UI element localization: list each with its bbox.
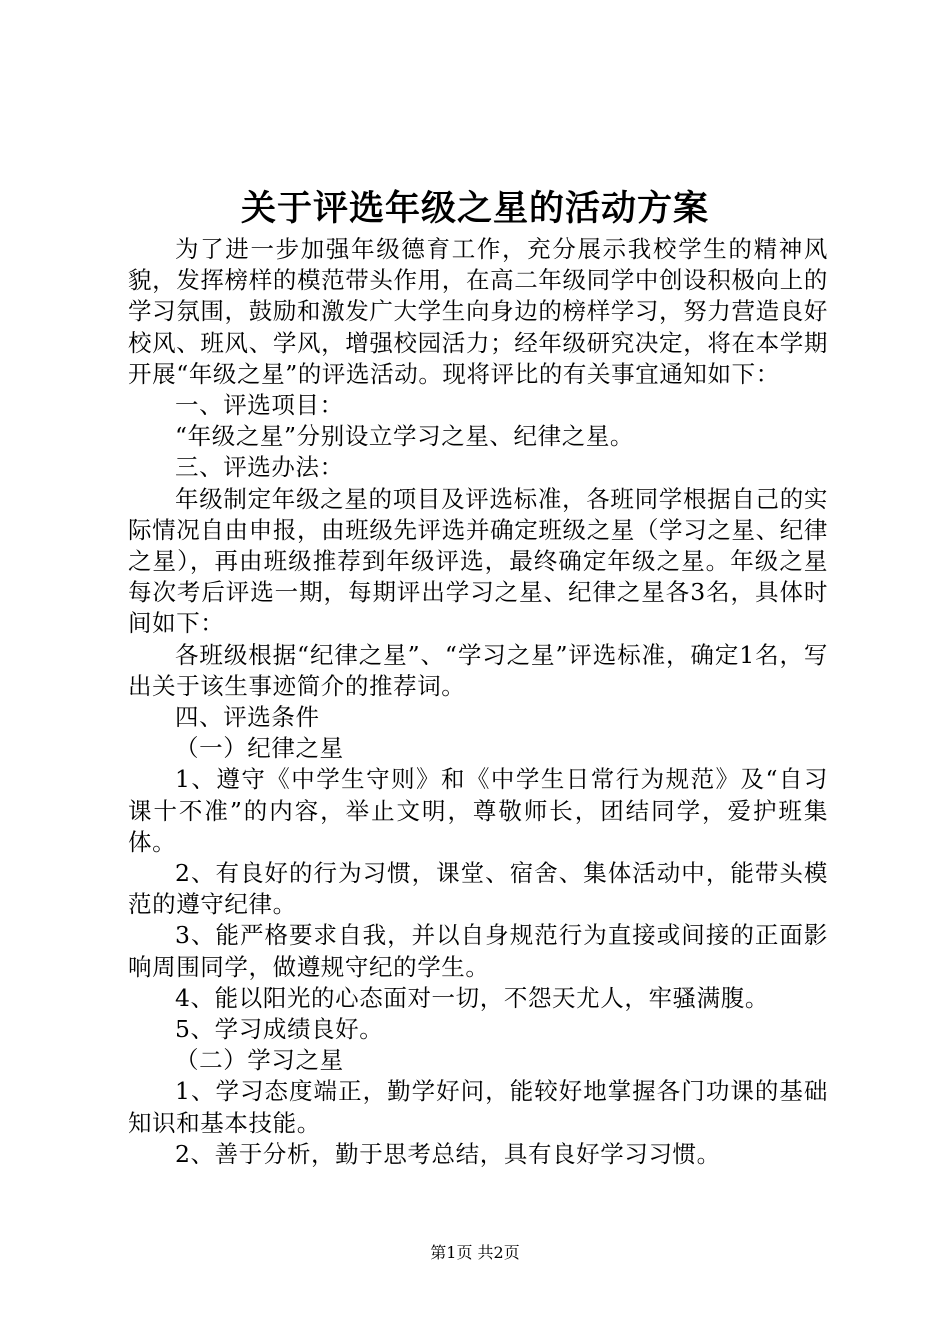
discipline-item-5: 5、学习成绩良好。: [175, 1015, 384, 1044]
section-heading-items: 一、评选项目：: [175, 391, 344, 420]
page-number-footer: 第1页 共2页: [430, 1243, 520, 1262]
intro-paragraph: 为了进一步加强年级德育工作，充分展示我校学生的精神风貌，发挥榜样的模范带头作用，在高二年级同学中创设积极向上的学习氛围，鼓励和激发广大学生向身边的榜样学习，努力营造良好校风、班风、学风，增强校园活力；经年级研究决定，将在本学期开展“年级之星”的评选活动。现将评比的有关事宜通知如下：: [128, 235, 828, 388]
subheading-study-star: （二）学习之星: [175, 1046, 344, 1075]
paragraph-items: “年级之星”分别设立学习之星、纪律之星。: [175, 422, 635, 451]
discipline-item-2: 2、有良好的行为习惯，课堂、宿舍、集体活动中，能带头模范的遵守纪律。: [128, 859, 828, 919]
section-heading-conditions: 四、评选条件: [175, 703, 320, 732]
paragraph-recommendation: 各班级根据“纪律之星”、“学习之星”评选标准，确定1名，写出关于该生事迹简介的推荐词。: [128, 640, 828, 700]
study-item-2: 2、善于分析，勤于思考总结，具有良好学习习惯。: [175, 1139, 721, 1168]
section-heading-method: 三、评选办法：: [175, 453, 344, 482]
paragraph-method: 年级制定年级之星的项目及评选标准，各班同学根据自己的实际情况自由申报，由班级先评选并确定班级之星（学习之星、纪律之星），再由班级推荐到年级评选，最终确定年级之星。年级之星每次考后评选一期，每期评出学习之星、纪律之星各3名，具体时间如下：: [128, 484, 828, 638]
discipline-item-3: 3、能严格要求自我，并以自身规范行为直接或间接的正面影响周围同学，做遵规守纪的学生。: [128, 921, 828, 981]
discipline-item-4: 4、能以阳光的心态面对一切，不怨天尤人，牢骚满腹。: [175, 983, 769, 1012]
discipline-item-1: 1、遵守《中学生守则》和《中学生日常行为规范》及“自习课十不准”的内容，举止文明，尊敬师长，团结同学，爱护班集体。: [128, 765, 828, 856]
study-item-1: 1、学习态度端正，勤学好问，能较好地掌握各门功课的基础知识和基本技能。: [128, 1077, 828, 1137]
document-title: 关于评选年级之星的活动方案: [240, 188, 709, 229]
subheading-discipline-star: （一）纪律之星: [175, 734, 344, 763]
document-body: [128, 234, 828, 1170]
